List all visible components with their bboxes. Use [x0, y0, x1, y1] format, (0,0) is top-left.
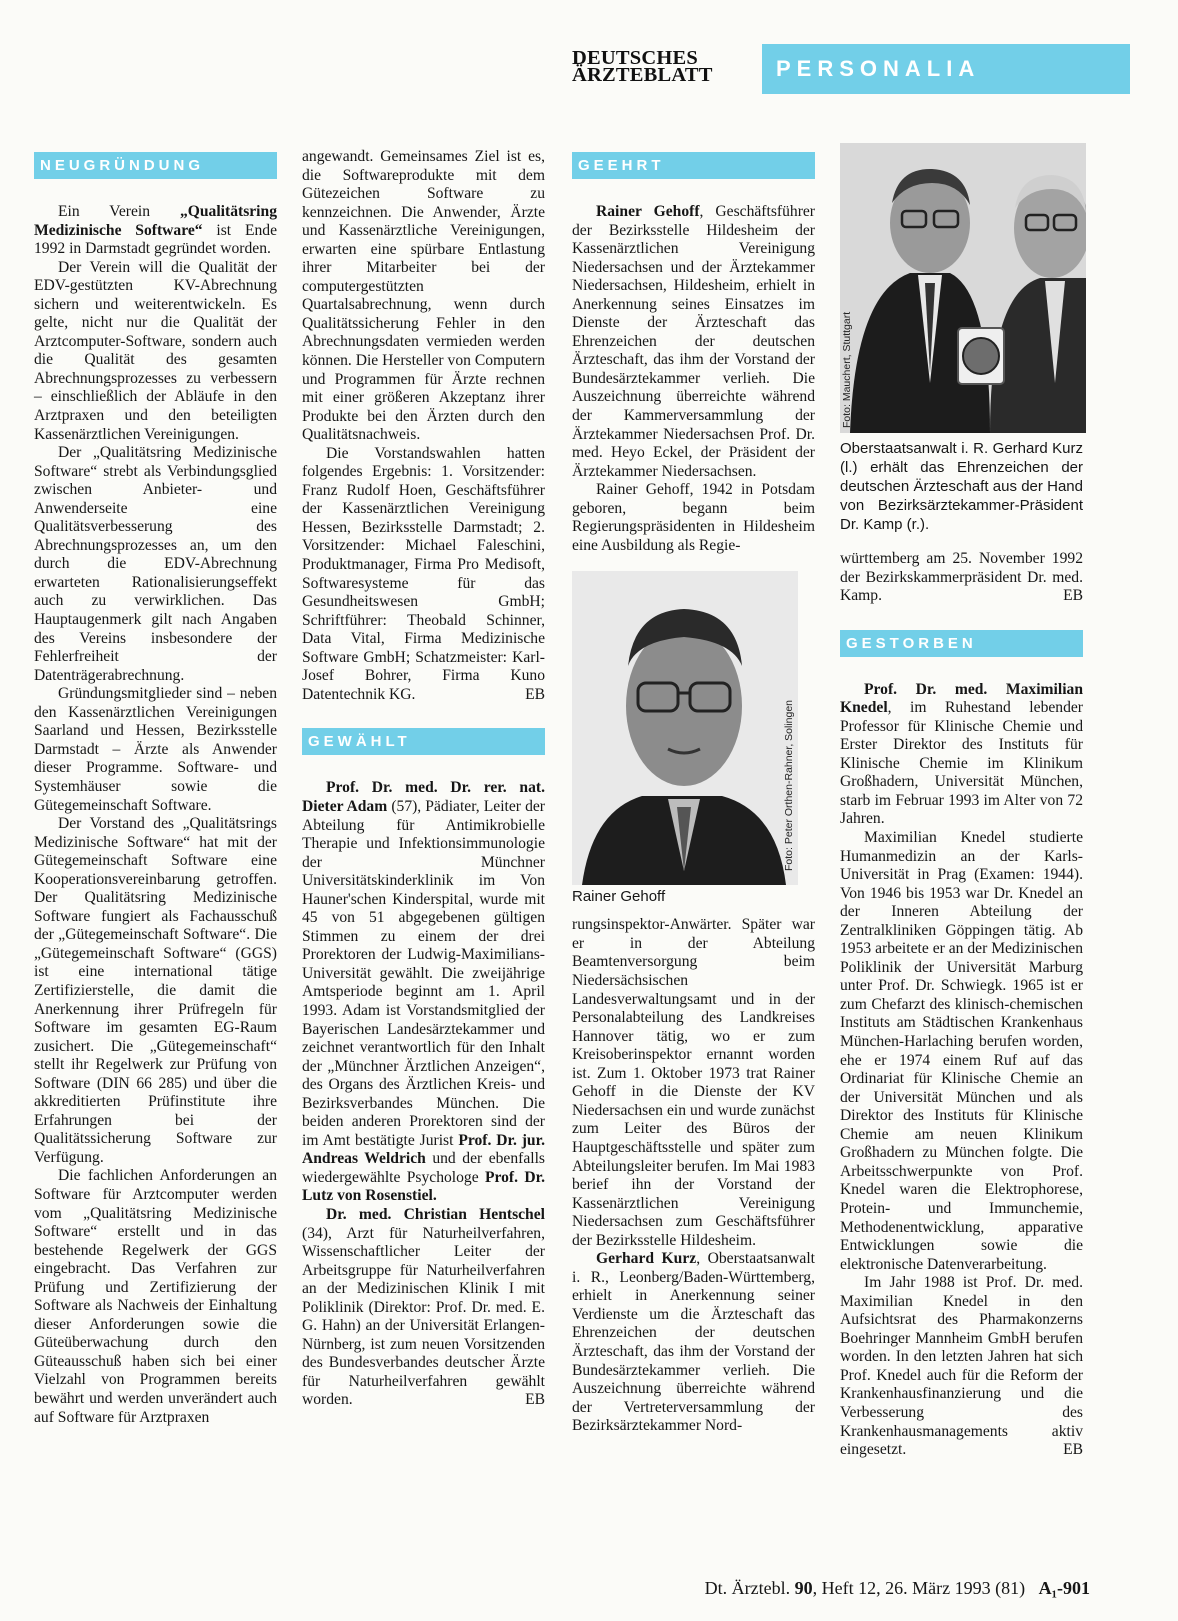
photo-caption: Rainer Gehoff: [572, 888, 666, 906]
column-geehrt: [572, 150, 815, 1436]
paragraph: Der Verein will die Qualität der EDV-gestützten KV-Abrechnung sichern und weiterentwickeln. Es gelte, nicht nur die Qualität der Arztcomputer-Software, sondern auch die Qualität des gesamten Abrechnungsprozesses zu verbessern – einschließlich der Abläufe in den Arztpraxen und den beteiligten Kassenärztlichen Vereinigungen.: [34, 258, 277, 443]
page-footer: Dt. Ärztebl. 90, Heft 12, 26. März 1993 (81) A₁-901: [704, 1578, 1090, 1598]
paragraph: Die Vorstandswahlen hatten folgendes Ergebnis: 1. Vorsitzender: Franz Rudolf Hoen, Geschäftsführer der Kassenärztlichen Vereinigung Hessen, Bezirksstelle Darmstadt; 2. Vorsitzender: Michael Faleschini, Produktmanager, Firma Pro Medisoft, Softwaresysteme für das Gesundheitswesen GmbH; Schriftführer: Theobald Schinner, Data Vital, Firma Medizinische Software GmbH; Schatzmeister: Karl-Josef Bohrer, Firma Kuno Datentechnik KG. EB: [302, 444, 545, 703]
paragraph: Gründungsmitglieder sind – neben den Kassenärztlichen Vereinigungen Saarland und Hessen, Bezirksstelle Darmstadt – Ärzte als Anwender dieser Programme. Software- und Systemhäuser sowie die Gütegemeinschaft Software.: [34, 685, 277, 814]
heading-gewaehlt: GEWÄHLT: [302, 728, 545, 755]
column-2: [302, 148, 545, 1410]
column-neugruendung: [34, 150, 277, 1427]
photo-award-ceremony: [840, 143, 1086, 433]
portrait-illustration: [572, 571, 798, 885]
author-initials: EB: [525, 1391, 545, 1409]
paragraph: Rainer Gehoff, 1942 in Potsdam geboren, begann beim Regierungspräsidenten in Hildesheim eine Ausbildung als Regie-: [572, 481, 815, 554]
paragraph: Gerhard Kurz, Oberstaatsanwalt i. R., Leonberg/Baden-Württemberg, erhielt in Anerkennung seiner Verdienste um die Ärzteschaft das Ehrenzeichen der deutschen Ärzteschaft, das ihm der Vorstand der Bundesärztekammer verlieh. Die Auszeichnung überreichte während der Vertreterversammlung der Bezirksärztekammer Nord-: [572, 1250, 815, 1435]
paragraph: Ein Verein „Qualitätsring Medizinische Software“ ist Ende 1992 in Darmstadt gegründet worden.: [34, 203, 277, 258]
paragraph: Der Vorstand des „Qualitätsrings Medizinische Software“ hat mit der Gütegemeinschaft Software eine Kooperationsvereinbarung getroffen. Der Qualitätsring Medizinische Software fungiert als Fachausschuß der „Gütegemeinschaft Software“. Die „Gütegemeinschaft Software“ (GGS) ist eine international tätige Zertifizierstelle, die damit die Anerkennung ihrer Prüfregeln für Software im gesamten EG-Raum zusichert. Die „Gütegemeinschaft“ stellt ihr Regelwerk zur Prüfung von Software (DIN 66 285) und über die akkreditierten Prüfinstitute ihre Erfahrungen bei der Qualitätssicherung Software zur Verfügung.: [34, 815, 277, 1166]
paragraph: Rainer Gehoff, Geschäftsführer der Bezirksstelle Hildesheim der Kassenärztlichen Vereinigung Niedersachsen und der Ärztekammer Niedersachsen, Hildesheim, erhielt in Anerkennung seines Einsatzes im Dienste der Ärzteschaft das Ehrenzeichen der deutschen Ärzteschaft, das ihm der Vorstand der Bundesärztekammer verlieh. Die Auszeichnung überreichte während der Kammerversammlung der Ärztekammer Niedersachsen Prof. Dr. med. Heyo Eckel, der Präsident der Ärztekammer Niedersachsen.: [572, 203, 815, 480]
heading-neugruendung: NEUGRÜNDUNG: [34, 152, 277, 179]
paragraph: Maximilian Knedel studierte Humanmedizin an der Karls-Universität in Prag (Examen: 1944). Von 1946 bis 1953 war Dr. Knedel an der Inneren Abteilung der Zentralkliniken Göppingen tätig. Ab 1953 arbeitete er an der Medizinischen Poliklinik der Universität Marburg unter Prof. Dr. Schwiegk. 1965 ist er zum Chefarzt des klinisch-chemischen Instituts am Städtischen Krankenhaus München-Harlaching berufen worden, ehe er 1974 einem Ruf auf das Ordinariat für Klinische Chemie an der Universität München und als Direktor des Instituts für Klinische Chemie am neuen Klinikum Großhadern zu München folgte. Die Arbeitsschwerpunkte von Prof. Knedel waren die Elektrophorese, Protein- und Immunchemie, Methodenentwicklung, apparative Entwicklungen sowie die elektronische Datenverarbeitung.: [840, 829, 1083, 1273]
paragraph: rungsinspektor-Anwärter. Später war er in der Abteilung Beamtenversorgung beim Niedersächsischen Landesverwaltungsamt und in der Personalabteilung des Landkreises Hannover tätig, wo er zum Kreisoberinspektor ernannt worden ist. Zum 1. Oktober 1973 trat Rainer Gehoff in die Dienste der KV Niedersachsen ein und wurde zunächst zum Leiter des Büros der Hauptgeschäftsstelle und später zum Abteilungsleiter berufen. Im Mai 1983 berief ihn der Vorstand der Kassenärztlichen Vereinigung Niedersachsen zum Geschäftsführer der Bezirksstelle Hildesheim.: [572, 916, 815, 1249]
author-initials: EB: [1063, 587, 1083, 605]
column-4: [840, 143, 1083, 1460]
photo-caption: Oberstaatsanwalt i. R. Gerhard Kurz (l.) erhält das Ehrenzeichen der deutschen Ärzteschaft aus der Hand von Bezirksärztekammer-Präsident Dr. Kamp (r.).: [840, 440, 1083, 533]
paragraph: angewandt. Gemeinsames Ziel ist es, die Softwareprodukte mit dem Gütezeichen Software zu kennzeichnen. Die Anwender, Ärzte und Kassenärztliche Vereinigungen, erwarten eine spürbare Entlastung ihrer Mitarbeiter bei der computergestützten Quartalsabrechnung, wenn durch Qualitätssicherung Fehler in den Abrechnungsdaten vermieden werden können. Die Hersteller von Computern und Programmen für Ärzte rechnen mit einer größeren Akzeptanz ihrer Produkte bei den Ärzten durch den Qualitätsnachweis.: [302, 148, 545, 444]
portrait-photo-rainer-gehoff: [572, 571, 798, 885]
paragraph: Prof. Dr. med. Maximilian Knedel, im Ruhestand lebender Professor für Klinische Chemie und Erster Direktor des Instituts für Klinische Chemie im Klinikum Großhadern, Universität München, starb im Februar 1993 im Alter von 72 Jahren.: [840, 680, 1083, 828]
author-initials: EB: [525, 685, 545, 703]
paragraph: Dr. med. Christian Hentschel (34), Arzt für Naturheilverfahren, Wissenschaftlicher Leiter der Arbeitsgruppe für Naturheilverfahren an der Medizinischen Klinik I mit Poliklinik (Direktor: Prof. Dr. med. E. G. Hahn) an der Universität Erlangen-Nürnberg, ist zum neuen Vorsitzenden des Bundesverbandes deutscher Ärzte für Naturheilverfahren gewählt worden. EB: [302, 1205, 545, 1409]
award-illustration: [840, 143, 1086, 433]
page-number: A₁-901: [1038, 1578, 1090, 1598]
paragraph: Der „Qualitätsring Medizinische Software“ strebt als Verbindungsglied zwischen Anbieter- und Anwenderseite eine Qualitätsverbesserung des Abrechnungsprozesses an, um den durch die EDV-Abrechnung erwarteten Rationalisierungseffekt auch zu verwirklichen. Das Hauptaugenmerk gilt nach Angaben des Vereins insbesondere der Fehlerfreiheit der Datenträgerabrechnung.: [34, 444, 277, 684]
paragraph: Prof. Dr. med. Dr. rer. nat. Dieter Adam (57), Pädiater, Leiter der Abteilung für Antimikrobielle Therapie und Infektionsimmunologie der Münchner Universitätskinderklinik im Von Hauner'schen Kinderspital, wurde mit 45 von 51 abgegebenen gültigen Stimmen zu einem der drei Prorektoren der Ludwig-Maximilians-Universität gewählt. Die zweijährige Amtsperiode beginnt am 1. April 1993. Adam ist Vorstandsmitglied der Bayerischen Landesärztekammer und zeichnet verantwortlich für den Inhalt der „Münchner Ärztlichen Anzeigen“, des Organs des Ärztlichen Kreis- und Bezirksverbandes München. Die beiden anderen Prorektoren sind der im Amt bestätigte Jurist Prof. Dr. jur. Andreas Weldrich und der ebenfalls wiedergewählte Psychologe Prof. Dr. Lutz von Rosenstiel.: [302, 779, 545, 1205]
logo-line-2: ÄRZTEBLATT: [572, 64, 713, 86]
section-banner: PERSONALIA: [762, 44, 1130, 94]
paragraph: Die fachlichen Anforderungen an Software für Arztcomputer werden vom „Qualitätsring Medizinische Software“ erstellt und in das bestehende Regelwerk der GGS eingebracht. Das Verfahren zur Prüfung und Zertifizierung der Software als Nachweis der Einhaltung dieser Anforderungen sowie die Güteüberwachung durch den Güteausschuß haben sich bei einer Vielzahl von Programmen bereits bewährt und werden unverändert auch auf Software für Arztpraxen: [34, 1167, 277, 1426]
logo-line-1: DEUTSCHES: [572, 47, 698, 69]
heading-geehrt: GEEHRT: [572, 152, 815, 179]
paragraph: Im Jahr 1988 ist Prof. Dr. med. Maximilian Knedel in den Aufsichtsrat des Pharmakonzerns Boehringer Mannheim GmbH berufen worden. In den letzten Jahren hat sich Prof. Knedel auch für die Reform der Krankenhausfinanzierung und die Verbesserung des Krankenhausmanagements aktiv eingesetzt. EB: [840, 1274, 1083, 1459]
photo-credit: Foto: Mauchert, Stuttgart: [841, 311, 853, 428]
author-initials: EB: [1063, 1441, 1083, 1459]
paragraph: württemberg am 25. November 1992 der Bezirkskammerpräsident Dr. med. Kamp. EB: [840, 550, 1083, 605]
journal-logo: [572, 47, 762, 86]
photo-credit: Foto: Peter Orthen-Rahner, Solingen: [783, 700, 795, 872]
heading-gestorben: GESTORBEN: [840, 630, 1083, 657]
